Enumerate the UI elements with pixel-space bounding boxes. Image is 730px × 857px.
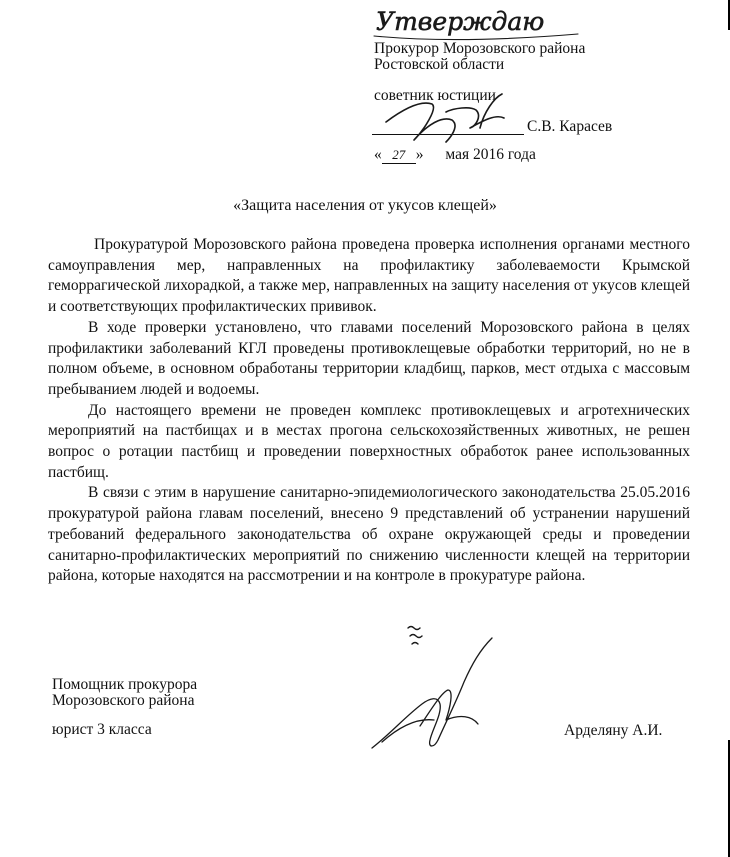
svg-text:Утверждаю: Утверждаю	[376, 7, 545, 36]
paragraph: В ходе проверки установлено, что главами поселений Морозовского района в целях профилактики заболеваний КГЛ проведены противоклещевые обработки территорий, но не в полном объеме, в основном обработаны территории кладбищ, парков, мест отдыха с массовым пребыванием людей и водоемы.	[48, 318, 690, 398]
assistant-class-rank: юрист 3 класса	[52, 721, 152, 738]
approver-signature	[380, 82, 530, 154]
assistant-signature	[360, 630, 510, 770]
paragraph: До настоящего времени не проведен комплекс противоклещевых и агротехнических мероприятий на пастбищах и в местах прогона сельскохозяйственных животных, не решен вопрос о ротации пастбищ и проведении поверхностных обработок ранее использованных пастбищ.	[48, 401, 690, 481]
approver-name: С.В. Карасев	[527, 118, 613, 135]
date-day: 27	[382, 147, 416, 164]
assistant-position-line1: Помощник прокурора	[52, 676, 198, 693]
approver-position-line2: Ростовской области	[374, 56, 505, 73]
assistant-position-line2: Морозовского района	[52, 692, 195, 709]
document-title: «Защита населения от укусов клещей»	[233, 197, 497, 214]
paragraph: Прокуратурой Морозовского района проведена проверка исполнения органами местного самоуправления мер, направленных на профилактику заболеваемости Крымской геморрагической лихорадкой, а также мер, направленных на защиту населения от укусов клещей и соответствующих профилактических прививок.	[48, 236, 690, 316]
assistant-name: Арделяну А.И.	[564, 722, 663, 739]
date-month-year: мая 2016 года	[445, 146, 536, 163]
approver-rank: советник юстиции	[374, 87, 496, 104]
paragraph: В связи с этим в нарушение санитарно-эпидемиологического законодательства 25.05.2016 прокуратурой района главам поселений, внесено 9 представлений об устранении нарушений требований федерального законодательства об охране окружающей среды и проведении санитарно-профилактических мероприятий по снижению численности клещей на территории района, которые находятся на рассмотрении и на контроле в прокуратуре района.	[48, 484, 690, 585]
approver-position-line1: Прокурор Морозовского района	[374, 40, 586, 57]
approval-date: « 27 » мая 2016 года	[374, 146, 536, 163]
document-body	[48, 235, 690, 587]
